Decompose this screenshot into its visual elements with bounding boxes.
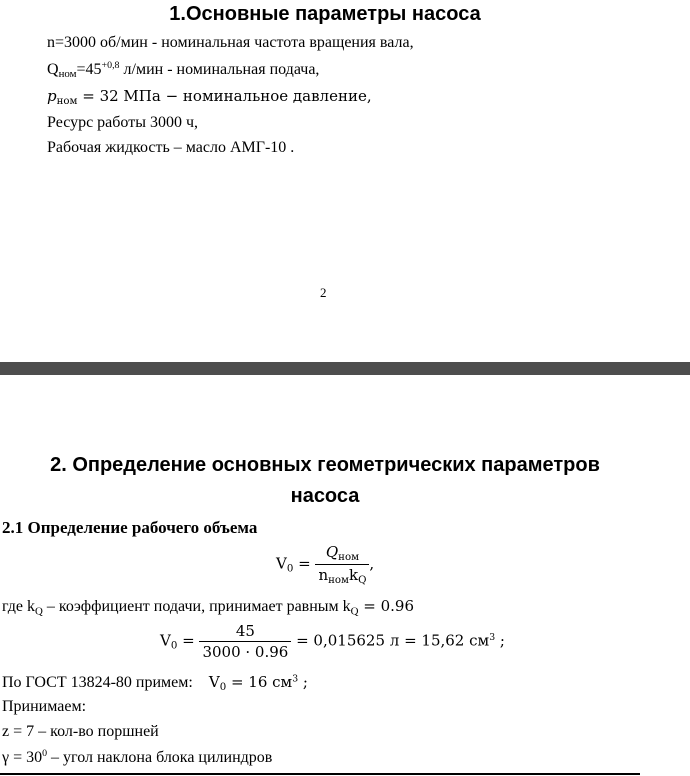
subsection-2-1-title: 2.1 Определение рабочего объема: [2, 518, 258, 537]
page-bottom-border: [0, 773, 640, 775]
page-separator: [0, 362, 690, 375]
z-line: z = 7 – кол-во поршней: [2, 723, 159, 740]
pressure-line: $p_{ном} = 32$ МПа − номинальное давление,: [47, 87, 372, 108]
accept-line: Принимаем:: [2, 698, 87, 715]
kq-line: где $k_Q$ – коэффициент подачи, принимает равным $k_Q = 0.96$: [2, 597, 415, 618]
formula-volume-calc: $V_0$ = $\frac{45}{3000 \cdot 0.96}$ = 0,015625 л = 15,62 $см^3$ ;: [160, 622, 505, 661]
gost-line: По ГОСТ 13824-80 примем: $V_0 = 16$ $см^3$ ;: [2, 673, 308, 694]
fluid-line: Рабочая жидкость – масло АМГ-10 .: [47, 139, 295, 156]
section-2-title-line-2: насоса: [290, 485, 360, 507]
section-2-title-line-1: 2. Определение основных геометрических параметров: [50, 454, 600, 476]
fraction-volume: $\frac{Q_{ном}}{n_{ном}k_Q}$: [315, 543, 369, 586]
speed-line: n=3000 об/мин - номинальная частота вращения вала,: [47, 34, 414, 51]
fraction-volume-calc: $\frac{45}{3000 \cdot 0.96}$: [199, 622, 291, 661]
document-page-2: [0, 375, 690, 776]
formula-volume: $V_0$ = $\frac{Q_{ном}}{n_{ном}k_Q}$ ,: [276, 543, 375, 587]
document-page-1: [0, 0, 690, 362]
page-number: 2: [320, 285, 327, 300]
gamma-line: $\gamma = 30^0$ – угол наклона блока цилиндров: [2, 748, 273, 766]
flow-line: $Q_{ном}=45^{+0,8}$ л/мин - номинальная подача,: [47, 60, 320, 81]
section-1-title: 1.Основные параметры насоса: [169, 3, 481, 25]
resource-line: Ресурс работы 3000 ч,: [47, 114, 198, 131]
